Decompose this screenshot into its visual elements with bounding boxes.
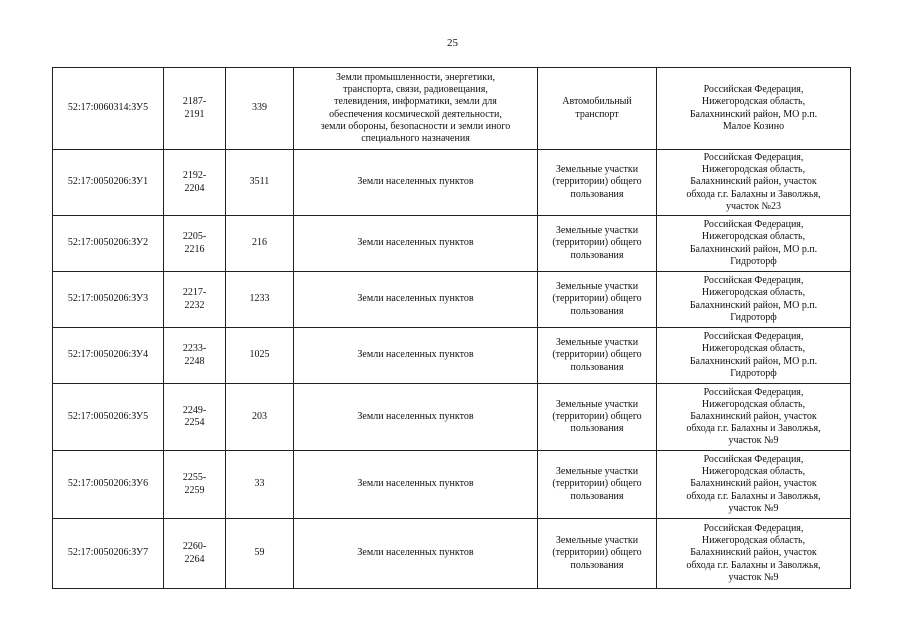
permitted-use-line: пользования (570, 188, 624, 200)
cadastral-number-cell: 52:17:0050206:ЗУ7 (53, 519, 164, 589)
address-line: обхода г.г. Балахны и Заволжья, (686, 559, 821, 571)
point-numbers-line: 2205- (182, 231, 207, 243)
land-category-line: Земли населенных пунктов (357, 293, 474, 305)
cadastral-number-cell: 52:17:0050206:ЗУ2 (53, 216, 164, 272)
land-category-line: Земли населенных пунктов (357, 176, 474, 188)
address-line: Российская Федерация, (703, 454, 804, 466)
land-category-line: Земли населенных пунктов (357, 478, 474, 490)
area-cell: 203 (226, 384, 294, 451)
address-cell (657, 216, 851, 272)
land-category-line: земли обороны, безопасности и земли иного (320, 120, 511, 132)
address-cell (657, 328, 851, 384)
cadastral-number-cell: 52:17:0050206:ЗУ6 (53, 451, 164, 519)
permitted-use-cell (538, 68, 657, 150)
point-numbers-cell (164, 150, 226, 216)
address-line: Нижегородская область, (701, 343, 806, 355)
area-cell: 1233 (226, 272, 294, 328)
address-line: Российская Федерация, (703, 386, 804, 398)
land-category-cell (294, 68, 538, 150)
land-category-cell (294, 150, 538, 216)
point-numbers-line: 2204 (184, 182, 205, 194)
land-category-line: телевидения, информатики, земли для (334, 96, 497, 108)
permitted-use-line: Автомобильный (562, 96, 632, 108)
address-line: Нижегородская область, (701, 466, 806, 478)
address-line: Нижегородская область, (701, 231, 806, 243)
permitted-use-line: Земельные участки (555, 225, 639, 237)
address-line: Балахнинский район, МО р.п. (689, 355, 818, 367)
area-cell: 339 (226, 68, 294, 150)
table-row (53, 451, 851, 519)
address-line: Балахнинский район, МО р.п. (689, 299, 818, 311)
address-line: обхода г.г. Балахны и Заволжья, (686, 188, 821, 200)
address-cell (657, 68, 851, 150)
table-row (53, 272, 851, 328)
address-line: Балахнинский район, участок (690, 176, 817, 188)
address-line: Балахнинский район, участок (690, 410, 817, 422)
permitted-use-line: Земельные участки (555, 164, 639, 176)
permitted-use-cell (538, 451, 657, 519)
point-numbers-cell (164, 68, 226, 150)
permitted-use-line: (территории) общего (552, 293, 642, 305)
permitted-use-line: (территории) общего (552, 547, 642, 559)
permitted-use-line: (территории) общего (552, 478, 642, 490)
point-numbers-line: 2248 (184, 355, 205, 367)
point-numbers-line: 2187- (182, 96, 207, 108)
address-line: участок №9 (728, 571, 779, 583)
land-category-line: Земли населенных пунктов (357, 349, 474, 361)
permitted-use-cell (538, 384, 657, 451)
cadastral-number-cell: 52:17:0050206:ЗУ3 (53, 272, 164, 328)
land-category-line: Земли промышленности, энергетики, (336, 71, 495, 83)
address-line: Балахнинский район, участок (690, 547, 817, 559)
table-row (53, 68, 851, 150)
address-line: Российская Федерация, (703, 523, 804, 535)
address-line: участок №23 (725, 200, 782, 212)
permitted-use-cell (538, 272, 657, 328)
land-category-cell (294, 519, 538, 589)
point-numbers-line: 2255- (182, 472, 207, 484)
address-line: Нижегородская область, (701, 287, 806, 299)
address-line: Гидроторф (730, 255, 777, 267)
land-category-cell (294, 451, 538, 519)
point-numbers-cell (164, 519, 226, 589)
address-line: Балахнинский район, участок (690, 478, 817, 490)
point-numbers-line: 2249- (182, 404, 207, 416)
address-line: Гидроторф (730, 311, 777, 323)
permitted-use-line: Земельные участки (555, 466, 639, 478)
point-numbers-cell (164, 272, 226, 328)
table-row (53, 150, 851, 216)
address-line: Нижегородская область, (701, 398, 806, 410)
address-line: участок №9 (728, 502, 779, 514)
page-number: 25 (447, 37, 458, 49)
permitted-use-cell (538, 519, 657, 589)
point-numbers-cell (164, 328, 226, 384)
permitted-use-line: пользования (570, 361, 624, 373)
land-category-cell (294, 272, 538, 328)
address-cell (657, 384, 851, 451)
address-cell (657, 272, 851, 328)
permitted-use-line: пользования (570, 423, 624, 435)
point-numbers-line: 2232 (184, 299, 205, 311)
address-line: Малое Козино (722, 120, 785, 132)
permitted-use-cell (538, 216, 657, 272)
permitted-use-line: транспорт (575, 108, 619, 120)
point-numbers-line: 2192- (182, 170, 207, 182)
land-category-cell (294, 328, 538, 384)
point-numbers-cell (164, 216, 226, 272)
permitted-use-line: Земельные участки (555, 337, 639, 349)
address-line: участок №9 (728, 435, 779, 447)
table-body (53, 68, 851, 589)
land-category-cell (294, 384, 538, 451)
address-line: Нижегородская область, (701, 535, 806, 547)
land-category-cell (294, 216, 538, 272)
address-line: Российская Федерация, (703, 84, 804, 96)
permitted-use-line: Земельные участки (555, 535, 639, 547)
address-line: Балахнинский район, МО р.п. (689, 243, 818, 255)
cadastral-number-cell: 52:17:0050206:ЗУ4 (53, 328, 164, 384)
point-numbers-line: 2254 (184, 417, 205, 428)
area-cell: 1025 (226, 328, 294, 384)
address-line: Балахнинский район, МО р.п. (689, 108, 818, 120)
point-numbers-line: 2217- (182, 287, 207, 299)
table-row (53, 216, 851, 272)
point-numbers-line: 2216 (184, 243, 205, 255)
permitted-use-line: (территории) общего (552, 176, 642, 188)
land-category-line: специального назначения (361, 132, 470, 144)
area-cell: 3511 (226, 150, 294, 216)
permitted-use-line: (территории) общего (552, 410, 642, 422)
land-category-line: Земли населенных пунктов (357, 410, 474, 422)
permitted-use-line: (территории) общего (552, 237, 642, 249)
table-row (53, 519, 851, 589)
address-line: Российская Федерация, (703, 331, 804, 343)
address-line: обхода г.г. Балахны и Заволжья, (686, 490, 821, 502)
permitted-use-line: пользования (570, 490, 624, 502)
point-numbers-cell (164, 451, 226, 519)
cadastral-number-cell: 52:17:0060314:ЗУ5 (53, 68, 164, 150)
table-row (53, 328, 851, 384)
point-numbers-cell (164, 384, 226, 451)
address-cell (657, 519, 851, 589)
cadastral-number-cell: 52:17:0050206:ЗУ1 (53, 150, 164, 216)
area-cell: 59 (226, 519, 294, 589)
permitted-use-line: Земельные участки (555, 398, 639, 410)
point-numbers-line: 2260- (182, 541, 207, 553)
land-category-line: обеспечения космической деятельности, (329, 108, 502, 120)
permitted-use-cell (538, 328, 657, 384)
address-line: обхода г.г. Балахны и Заволжья, (686, 423, 821, 435)
point-numbers-line: 2191 (184, 108, 205, 120)
land-plots-table (52, 67, 851, 589)
point-numbers-line: 2259 (184, 484, 205, 496)
point-numbers-line: 2233- (182, 343, 207, 355)
point-numbers-line: 2264 (184, 553, 205, 565)
permitted-use-line: пользования (570, 305, 624, 317)
address-line: Российская Федерация, (703, 152, 804, 164)
area-cell: 33 (226, 451, 294, 519)
land-category-line: транспорта, связи, радиовещания, (343, 84, 488, 96)
address-line: Нижегородская область, (701, 96, 806, 108)
permitted-use-line: Земельные участки (555, 281, 639, 293)
land-category-line: Земли населенных пунктов (357, 237, 474, 249)
permitted-use-line: пользования (570, 559, 624, 571)
area-cell: 216 (226, 216, 294, 272)
address-cell (657, 451, 851, 519)
permitted-use-line: пользования (570, 249, 624, 261)
address-cell (657, 150, 851, 216)
cadastral-number-cell: 52:17:0050206:ЗУ5 (53, 384, 164, 451)
permitted-use-cell (538, 150, 657, 216)
address-line: Нижегородская область, (701, 164, 806, 176)
address-line: Российская Федерация, (703, 219, 804, 231)
land-category-line: Земли населенных пунктов (357, 547, 474, 559)
permitted-use-line: (территории) общего (552, 349, 642, 361)
address-line: Гидроторф (730, 367, 777, 379)
address-line: Российская Федерация, (703, 275, 804, 287)
table-row (53, 384, 851, 451)
